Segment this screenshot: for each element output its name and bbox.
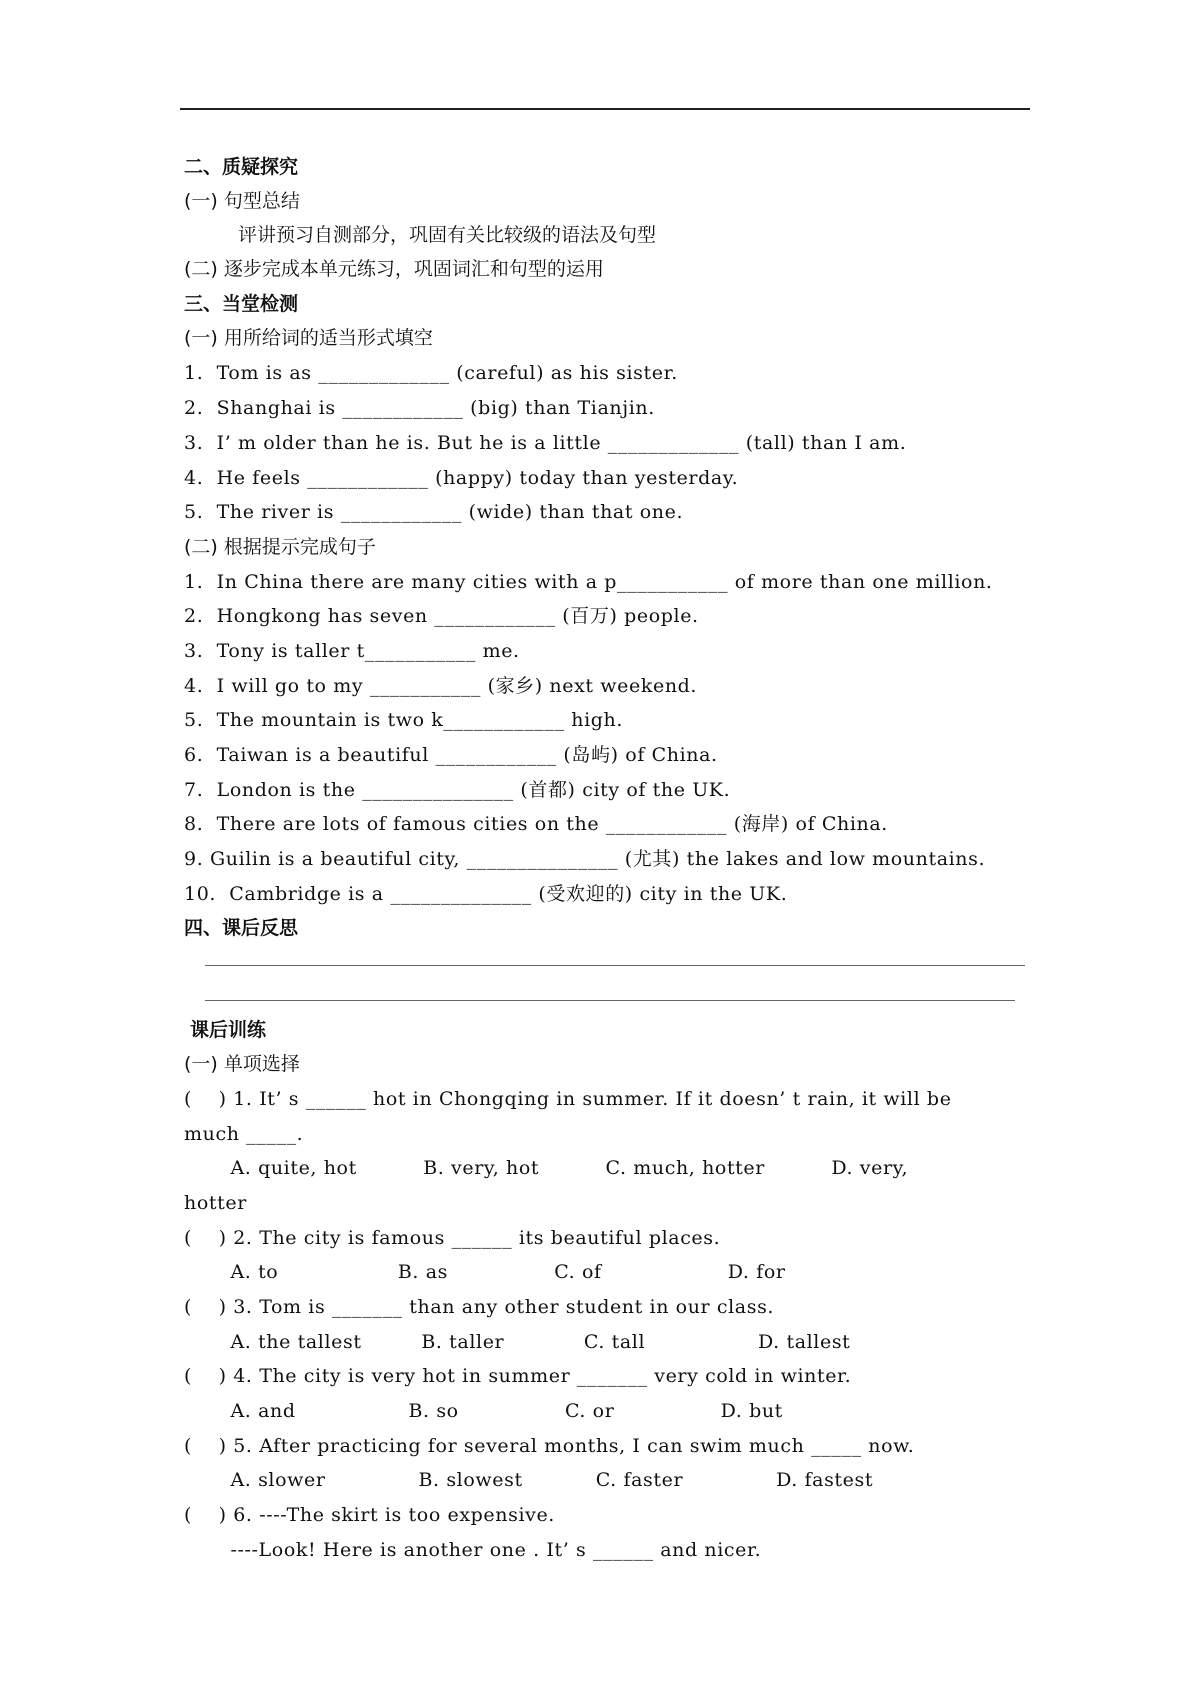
section2-sub1-detail: 评讲预习自测部分，巩固有关比较级的语法及句型 [238, 224, 657, 246]
mc-line-8: A. the tallest B. taller C. tall D. tallest [184, 1331, 851, 1353]
partB-item-2: 2. Hongkong has seven ____________ (百万) people. [184, 605, 699, 627]
partB-item-6: 6. Taiwan is a beautiful ____________ (岛屿) of China. [184, 744, 718, 766]
partA-item-4: 4. He feels ____________ (happy) today than yesterday. [184, 467, 739, 489]
mc-line-2: much _____. [184, 1123, 304, 1145]
mc-line-1: ( ) 1. It’ s ______ hot in Chongqing in summer. If it doesn’ t rain, it will be [184, 1088, 952, 1110]
section2-sub2: (二) 逐步完成本单元练习，巩固词汇和句型的运用 [184, 258, 604, 280]
mc-line-10: A. and B. so C. or D. but [184, 1400, 783, 1422]
mc-line-9: ( ) 4. The city is very hot in summer _______ very cold in winter. [184, 1365, 852, 1387]
section3-title: 三、当堂检测 [184, 293, 299, 315]
mc-line-11: ( ) 5. After practicing for several months, I can swim much _____ now. [184, 1435, 915, 1457]
partB-item-5: 5. The mountain is two k____________ high. [184, 709, 623, 731]
section4-title: 四、课后反思 [184, 917, 299, 939]
partB-item-3: 3. Tony is taller t___________ me. [184, 640, 520, 662]
section2-title: 二、质疑探究 [184, 156, 299, 178]
partB-item-1: 1. In China there are many cities with a p___________ of more than one million. [184, 571, 993, 593]
mc-line-13: ( ) 6. ----The skirt is too expensive. [184, 1504, 555, 1526]
mc-line-5: ( ) 2. The city is famous ______ its beautiful places. [184, 1227, 721, 1249]
mc-line-4: hotter [184, 1192, 247, 1214]
homework-part1-title: (一) 单项选择 [184, 1053, 300, 1075]
mc-line-12: A. slower B. slowest C. faster D. fastest [184, 1469, 874, 1491]
section3-partA-title: (一) 用所给词的适当形式填空 [184, 327, 433, 349]
partB-item-7: 7. London is the _______________ (首都) city of the UK. [184, 779, 731, 801]
mc-line-14: ----Look! Here is another one . It’ s ______ and nicer. [184, 1539, 762, 1561]
partB-item-4: 4. I will go to my ___________ (家乡) next weekend. [184, 675, 698, 697]
mc-line-7: ( ) 3. Tom is _______ than any other student in our class. [184, 1296, 775, 1318]
header-rule [180, 108, 1030, 110]
partA-item-2: 2. Shanghai is ____________ (big) than Tianjin. [184, 397, 655, 419]
mc-line-3: A. quite, hot B. very, hot C. much, hotter D. very, [184, 1157, 909, 1179]
partA-item-5: 5. The river is ____________ (wide) than that one. [184, 501, 684, 523]
partA-item-1: 1. Tom is as _____________ (careful) as his sister. [184, 362, 678, 384]
mc-line-6: A. to B. as C. of D. for [184, 1261, 786, 1283]
homework-title: 课后训练 [190, 1019, 267, 1041]
reflection-line-1 [205, 965, 1025, 966]
partA-item-3: 3. I’ m older than he is. But he is a little _____________ (tall) than I am. [184, 432, 907, 454]
partB-item-10: 10. Cambridge is a ______________ (受欢迎的) city in the UK. [184, 883, 788, 905]
partB-item-8: 8. There are lots of famous cities on the ____________ (海岸) of China. [184, 813, 888, 835]
section3-partB-title: (二) 根据提示完成句子 [184, 536, 376, 558]
reflection-line-2 [205, 1000, 1015, 1001]
partB-item-9: 9. Guilin is a beautiful city, _______________ (尤其) the lakes and low mountains. [184, 848, 986, 870]
section2-sub1: (一) 句型总结 [184, 190, 300, 212]
